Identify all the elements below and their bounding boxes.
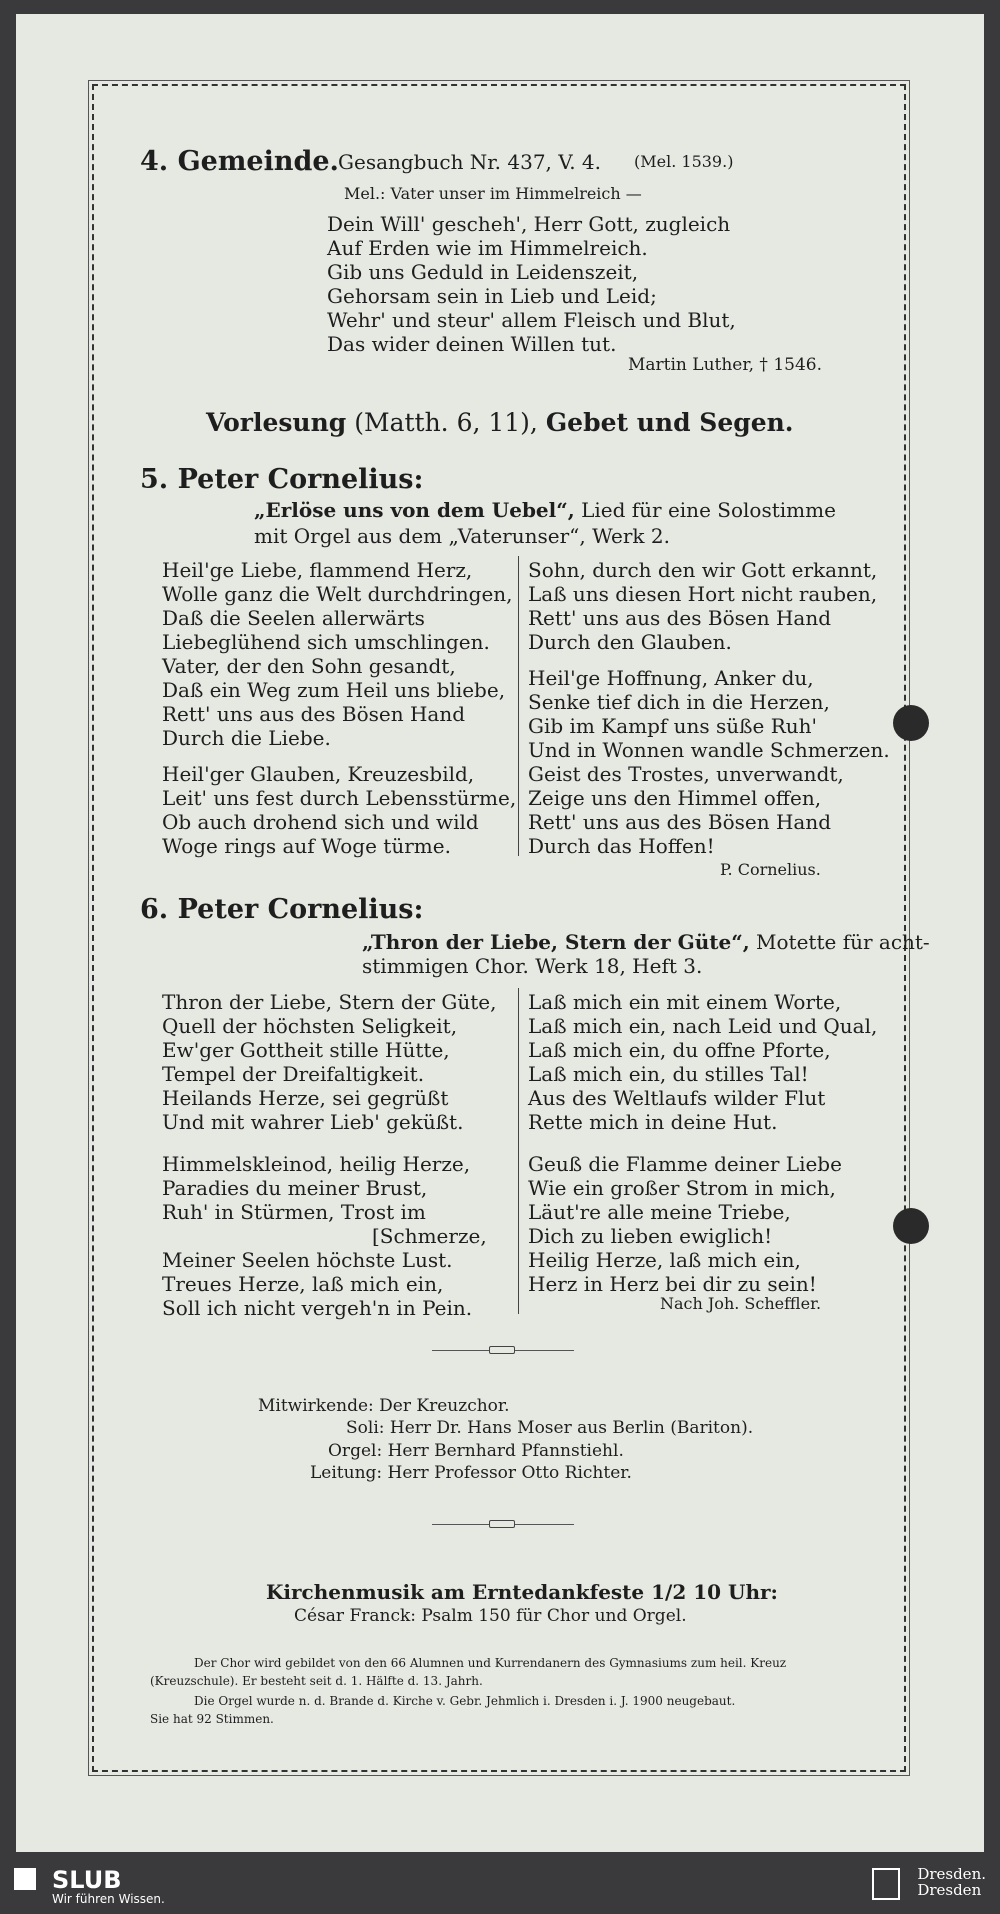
verse-line: Vater, der den Sohn gesandt, (162, 654, 456, 678)
verse-line: Soll ich nicht vergeh'n in Pein. (162, 1296, 473, 1320)
verse-line: Ob auch drohend sich und wild (162, 810, 479, 834)
reading-vorlesung: Vorlesung (206, 408, 347, 437)
verse-line: Sohn, durch den wir Gott erkannt, (528, 558, 878, 582)
verse-line: Läut're alle meine Triebe, (528, 1200, 791, 1224)
city-logo[interactable] (917, 1866, 986, 1898)
column-divider (518, 556, 519, 856)
section-6-title (362, 930, 930, 954)
melody-line: Mel.: Vater unser im Himmelreich — (344, 184, 642, 203)
verse-line: Heilig Herze, laß mich ein, (528, 1248, 801, 1272)
city-line-1: Dresden. (917, 1865, 986, 1883)
section-5-title-bold: „Erlöse uns von dem Uebel“, (254, 498, 575, 522)
section-6-heading: 6. Peter Cornelius: (140, 894, 424, 925)
verse-line: Dein Will' gescheh', Herr Gott, zugleich (327, 212, 731, 236)
verse-line: Paradies du meiner Brust, (162, 1176, 428, 1200)
verse-line: [Schmerze, (372, 1224, 487, 1248)
ornament-center (489, 1346, 515, 1354)
note-line: Die Orgel wurde n. d. Brande d. Kirche v. Gebr. Jehmlich i. Dresden i. J. 1900 neugebaut. (194, 1694, 736, 1708)
city-line-2: Dresden (917, 1881, 982, 1899)
section-5-right-column (528, 558, 890, 858)
verse-line: Durch das Hoffen! (528, 834, 715, 858)
section-4-author: Martin Luther, † 1546. (628, 355, 823, 375)
punch-hole (893, 1208, 929, 1244)
verse-line: Auf Erden wie im Himmelreich. (327, 236, 648, 260)
hymn-verse (327, 212, 736, 356)
verse-line: Heil'ge Liebe, flammend Herz, (162, 558, 473, 582)
section-6-title-bold: „Thron der Liebe, Stern der Güte“, (362, 930, 750, 954)
verse-line: Wolle ganz die Welt durchdringen, (162, 582, 513, 606)
verse-line: Zeige uns den Himmel offen, (528, 786, 822, 810)
section-6-title-rest: Motette für acht- (756, 930, 930, 954)
punch-hole (893, 705, 929, 741)
section-5-title-rest: Lied für eine Solostimme (581, 498, 836, 522)
verse-line: Heilands Herze, sei gegrüßt (162, 1086, 449, 1110)
column-divider (518, 988, 519, 1314)
section-6-right-column (528, 990, 877, 1296)
section-6-left-column (162, 990, 497, 1320)
verse-line: Woge rings auf Woge türme. (162, 834, 451, 858)
section-6-title-line2: stimmigen Chor. Werk 18, Heft 3. (362, 954, 703, 978)
verse-line: Ew'ger Gottheit stille Hütte, (162, 1038, 450, 1062)
verse-line: Daß die Seelen allerwärts (162, 606, 425, 630)
melody-year: (Mel. 1539.) (634, 152, 734, 171)
verse-line: Rett' uns aus des Bösen Hand (528, 606, 832, 630)
brand-tagline: Wir führen Wissen. (52, 1892, 165, 1906)
verse-line: Quell der höchsten Seligkeit, (162, 1014, 458, 1038)
verse-line: Rette mich in deine Hut. (528, 1110, 778, 1134)
verse-line: Gib uns Geduld in Leidenszeit, (327, 260, 639, 284)
verse-line: Durch die Liebe. (162, 726, 331, 750)
verse-line: Senke tief dich in die Herzen, (528, 690, 830, 714)
verse-line: Herz in Herz bei dir zu sein! (528, 1272, 817, 1296)
verse-line: Gehorsam sein in Lieb und Leid; (327, 284, 657, 308)
verse-line: Laß mich ein, du stilles Tal! (528, 1062, 809, 1086)
verse-line: Geuß die Flamme deiner Liebe (528, 1152, 842, 1176)
section-5-title-line2: mit Orgel aus dem „Vaterunser“, Werk 2. (254, 524, 670, 548)
verse-line: Ruh' in Stürmen, Trost im (162, 1200, 426, 1224)
reading-line (206, 408, 793, 437)
verse-line: Das wider deinen Willen tut. (327, 332, 617, 356)
credit-line: Mitwirkende: Der Kreuzchor. (258, 1396, 510, 1416)
verse-line: Laß mich ein mit einem Worte, (528, 990, 842, 1014)
section-5-heading: 5. Peter Cornelius: (140, 464, 424, 495)
verse-line: Laß mich ein, nach Leid und Qual, (528, 1014, 878, 1038)
credit-line: Leitung: Herr Professor Otto Richter. (310, 1463, 632, 1483)
brand-name[interactable]: SLUB (52, 1866, 122, 1894)
reading-prayer: Gebet und Segen. (545, 408, 794, 437)
verse-line: Aus des Weltlaufs wilder Flut (528, 1086, 826, 1110)
section-5-left-column (162, 558, 516, 858)
verse-line: Meiner Seelen höchste Lust. (162, 1248, 453, 1272)
verse-line: Und in Wonnen wandle Schmerzen. (528, 738, 890, 762)
section-5-author: P. Cornelius. (720, 860, 821, 879)
section-5-title (254, 498, 836, 522)
hymn-reference: Gesangbuch Nr. 437, V. 4. (338, 150, 602, 174)
slub-logo-icon (14, 1868, 36, 1890)
verse-line: Daß ein Weg zum Heil uns bliebe, (162, 678, 506, 702)
city-crest-icon (872, 1868, 900, 1900)
ornament-center (489, 1520, 515, 1528)
reading-verse-ref: (Matth. 6, 11), (354, 408, 538, 437)
verse-line: Leit' uns fest durch Lebensstürme, (162, 786, 517, 810)
verse-line: Rett' uns aus des Bösen Hand (162, 702, 466, 726)
verse-line: Heil'ge Hoffnung, Anker du, (528, 666, 814, 690)
verse-line: Laß mich ein, du offne Pforte, (528, 1038, 831, 1062)
verse-line: Himmelskleinod, heilig Herze, (162, 1152, 471, 1176)
verse-line: Geist des Trostes, unverwandt, (528, 762, 844, 786)
credit-line: Soli: Herr Dr. Hans Moser aus Berlin (Bariton). (346, 1418, 754, 1438)
verse-line: Rett' uns aus des Bösen Hand (528, 810, 832, 834)
verse-line: Treues Herze, laß mich ein, (162, 1272, 444, 1296)
note-line: Der Chor wird gebildet von den 66 Alumnen und Kurrendanern des Gymnasiums zum heil. Kreuz (194, 1656, 787, 1670)
verse-line: Wehr' und steur' allem Fleisch und Blut, (327, 308, 736, 332)
section-6-author: Nach Joh. Scheffler. (660, 1294, 822, 1313)
verse-line: Thron der Liebe, Stern der Güte, (162, 990, 497, 1014)
credit-line: Orgel: Herr Bernhard Pfannstiehl. (328, 1441, 624, 1461)
verse-line: Liebeglühend sich umschlingen. (162, 630, 490, 654)
harvest-subtitle: César Franck: Psalm 150 für Chor und Orgel. (294, 1606, 687, 1626)
verse-line: Laß uns diesen Hort nicht rauben, (528, 582, 878, 606)
footer-bar (0, 1852, 1000, 1914)
harvest-title: Kirchenmusik am Erntedankfeste 1/2 10 Uhr: (266, 1580, 778, 1604)
note-line: (Kreuzschule). Er besteht seit d. 1. Hälfte d. 13. Jahrh. (150, 1674, 483, 1688)
verse-line: Gib im Kampf uns süße Ruh' (528, 714, 818, 738)
verse-line: Wie ein großer Strom in mich, (528, 1176, 836, 1200)
section-4-heading: 4. Gemeinde. (140, 146, 339, 177)
verse-line: Und mit wahrer Lieb' geküßt. (162, 1110, 464, 1134)
verse-line: Dich zu lieben ewiglich! (528, 1224, 773, 1248)
verse-line: Tempel der Dreifaltigkeit. (162, 1062, 425, 1086)
verse-line: Durch den Glauben. (528, 630, 732, 654)
note-line: Sie hat 92 Stimmen. (150, 1712, 274, 1726)
verse-line: Heil'ger Glauben, Kreuzesbild, (162, 762, 475, 786)
